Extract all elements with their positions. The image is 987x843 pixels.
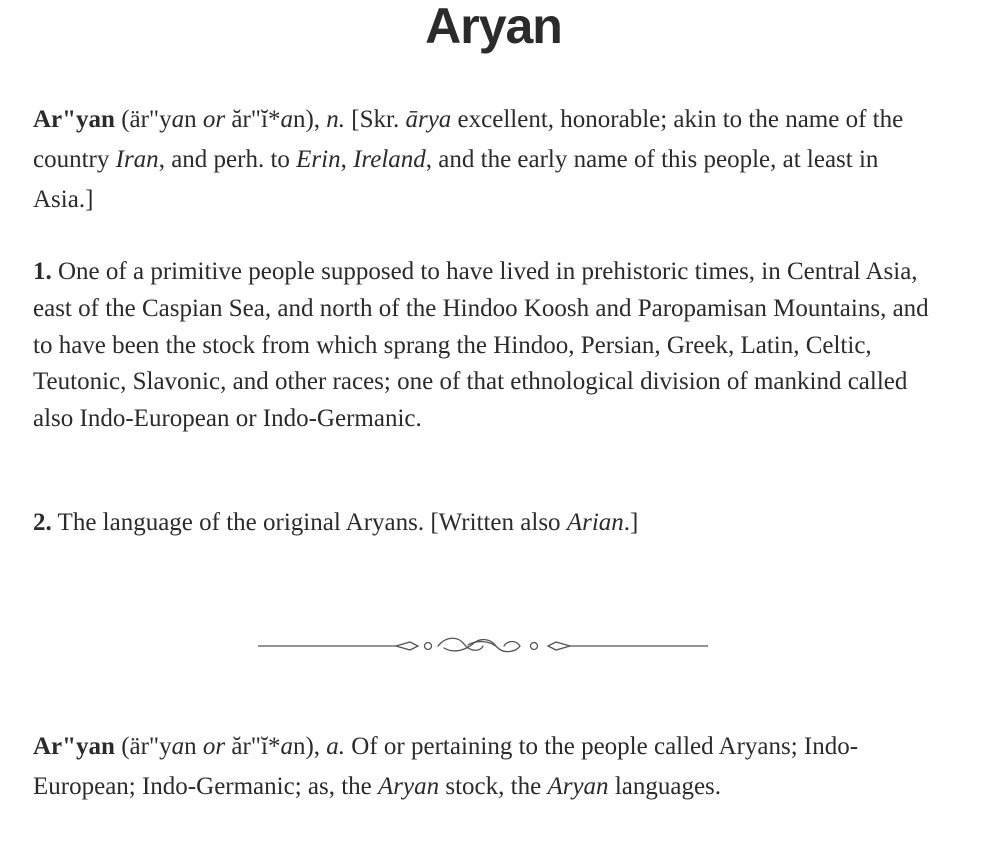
part-of-speech: n. xyxy=(326,106,346,133)
flourish-divider-icon xyxy=(258,630,708,662)
sense-2-paragraph: 2. The language of the original Aryans. [Written also Arian.] xyxy=(33,509,639,536)
alternate-spelling: Arian xyxy=(566,509,624,536)
entry-adjective xyxy=(33,727,933,807)
page-title: Aryan xyxy=(425,0,562,54)
pronunciation: (är"yan or ăr"ĭ*an), xyxy=(121,733,327,760)
sense-text: The language of the original Aryans. [Written also xyxy=(51,509,567,536)
headword: Ar"yan xyxy=(33,106,115,133)
pronunciation: (är"yan or ăr"ĭ*an), xyxy=(121,106,327,133)
example-word: Aryan xyxy=(378,773,440,800)
example-word: Aryan xyxy=(547,773,609,800)
adjective-paragraph: Ar"yan (är"yan or ăr"ĭ*an), a. Of or pertaining to the people called Aryans; Indo-European; Indo-Germanic; as, the Aryan stock, the Aryan languages. xyxy=(33,733,859,800)
sense-number: 2. xyxy=(33,509,52,536)
part-of-speech: a. xyxy=(326,733,346,760)
sanskrit-word: ārya xyxy=(405,106,452,133)
headword: Ar"yan xyxy=(33,733,115,760)
etymology-paragraph: Ar"yan (är"yan or ăr"ĭ*an), n. [Skr. ārya excellent, honorable; akin to the name of the country Iran, and perh. to Erin, Ireland, and the early name of this people, at least in Asia.] xyxy=(33,106,904,213)
sense-1-paragraph xyxy=(33,254,933,438)
sense-number: 1. xyxy=(33,258,52,285)
sense-2 xyxy=(33,505,933,541)
entry-noun-etymology xyxy=(33,100,933,220)
sense-text: One of a primitive people supposed to have lived in prehistoric times, in Central Asia, east of the Caspian Sea, and north of the Hindoo Koosh and Paropamisan Mountains, and to have been the stock from which sprang the Hindoo, Persian, Greek, Latin, Celtic, Teutonic, Slavonic, and other races; one of that ethnological division of mankind called also Indo-European or Indo-Germanic. xyxy=(33,258,929,433)
sense-1 xyxy=(33,254,933,438)
